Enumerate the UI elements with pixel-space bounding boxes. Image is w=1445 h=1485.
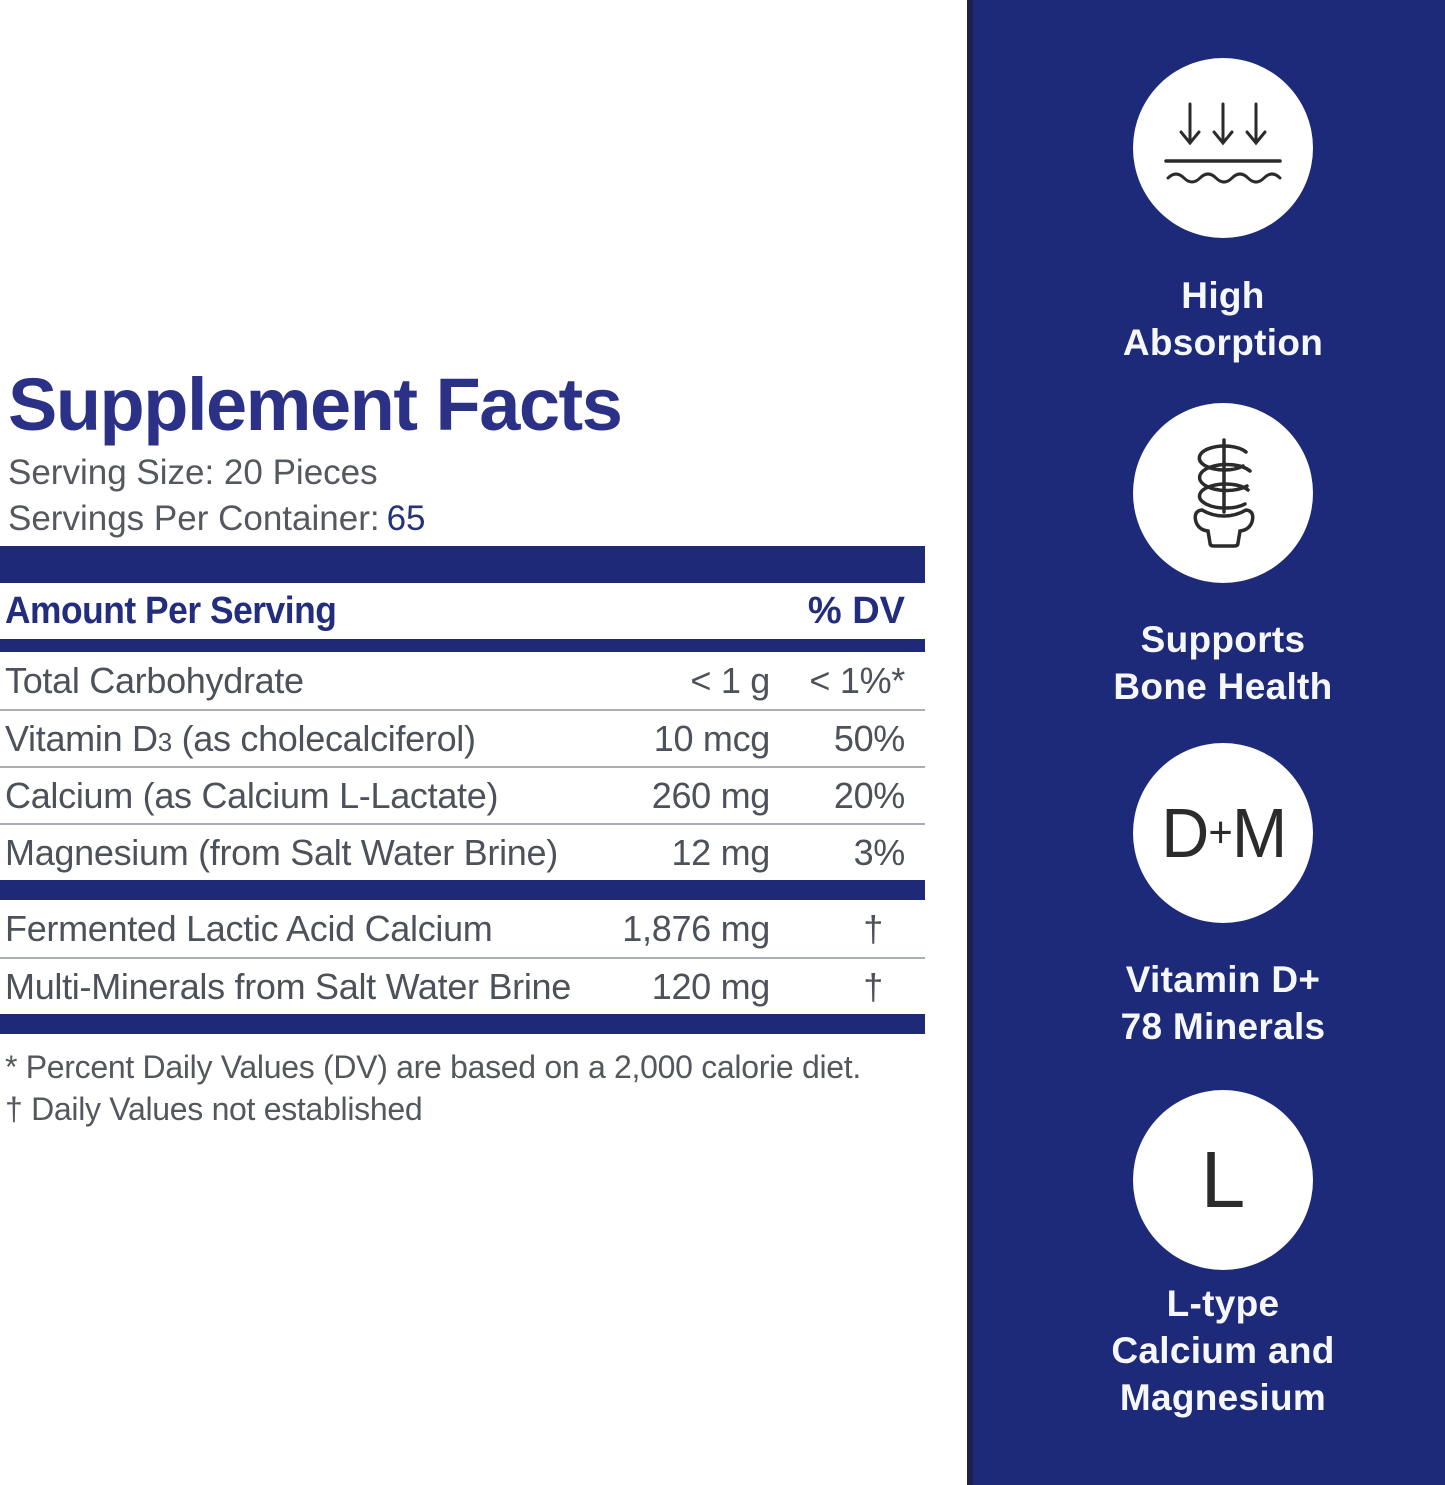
table-row xyxy=(0,823,925,880)
nutrient-amount: 1,876 mg xyxy=(622,907,770,949)
table-top-bar xyxy=(0,546,925,583)
feature-circle-absorption xyxy=(1133,58,1313,238)
feature-label-l-type xyxy=(993,1280,1445,1421)
nutrient-name: Fermented Lactic Acid Calcium xyxy=(5,907,493,949)
table-row xyxy=(0,709,925,766)
feature-circle-l-type xyxy=(1133,1090,1313,1270)
feature-label-line: Absorption xyxy=(1122,322,1324,363)
feature-circle-vitamin-d-minerals xyxy=(1133,743,1313,923)
nutrient-name: Calcium (as Calcium L-Lactate) xyxy=(5,774,499,816)
dm-monogram-icon xyxy=(1161,793,1285,873)
nutrient-dv-dagger: † xyxy=(863,965,883,1007)
servings-per-container-value: 65 xyxy=(386,499,426,538)
nutrient-amount: 120 mg xyxy=(651,965,770,1007)
nutrient-amount: < 1 g xyxy=(690,659,770,701)
feature-label-vitamin-d-minerals xyxy=(993,956,1445,1050)
nutrient-name-post: (as cholecalciferol) xyxy=(171,717,476,759)
amount-per-serving-header: Amount Per Serving xyxy=(5,589,337,632)
nutrient-dv: 3% xyxy=(853,831,905,873)
nutrient-name-subscript: 3 xyxy=(157,726,172,757)
footnotes xyxy=(5,1046,861,1130)
percent-dv-header: % DV xyxy=(807,589,905,632)
feature-circle-bone-health xyxy=(1133,403,1313,583)
nutrient-name-pre: Vitamin D xyxy=(5,717,158,759)
nutrient-dv: 20% xyxy=(833,774,905,816)
feature-sidebar xyxy=(973,0,1445,1485)
servings-per-container-text xyxy=(8,496,426,542)
monogram-plus: + xyxy=(1208,808,1231,857)
feature-label-line: High xyxy=(1181,275,1265,316)
spine-icon xyxy=(1168,430,1278,556)
table-bottom-bar xyxy=(0,1014,925,1034)
page-title: Supplement Facts xyxy=(8,363,622,446)
nutrient-dv: 50% xyxy=(833,717,905,759)
servings-per-container-label: Servings Per Container: xyxy=(8,499,380,538)
nutrient-name: Total Carbohydrate xyxy=(5,659,304,701)
table-row xyxy=(0,900,925,957)
feature-label-absorption xyxy=(993,272,1445,366)
section-divider-bar xyxy=(0,880,925,900)
nutrient-dv: < 1%* xyxy=(809,659,905,701)
serving-info xyxy=(8,450,426,542)
footnote-dagger: † Daily Values not established xyxy=(5,1091,423,1127)
table-header-row xyxy=(0,583,925,639)
feature-label-line: L-type xyxy=(1166,1283,1280,1324)
nutrient-name xyxy=(5,718,595,760)
serving-size-text: Serving Size: 20 Pieces xyxy=(8,453,378,492)
feature-label-bone-health xyxy=(993,616,1445,710)
absorption-arrows-icon xyxy=(1158,98,1288,198)
feature-label-line: Bone Health xyxy=(1113,666,1333,707)
header-divider-bar xyxy=(0,639,925,652)
nutrient-name: Magnesium (from Salt Water Brine) xyxy=(5,831,558,873)
nutrient-name: Multi-Minerals from Salt Water Brine xyxy=(5,965,571,1007)
nutrient-amount: 10 mcg xyxy=(653,717,770,759)
nutrient-dv-dagger: † xyxy=(863,907,883,949)
feature-label-line: Supports xyxy=(1140,619,1306,660)
feature-label-line: Magnesium xyxy=(1119,1377,1327,1418)
nutrient-amount: 12 mg xyxy=(671,831,770,873)
table-row xyxy=(0,766,925,823)
feature-label-line: Calcium and xyxy=(1111,1330,1335,1371)
monogram-d: D xyxy=(1160,794,1208,872)
facts-table xyxy=(0,546,925,1034)
table-row xyxy=(0,652,925,709)
table-row xyxy=(0,957,925,1014)
nutrient-amount: 260 mg xyxy=(651,774,770,816)
footnote-percent-dv: * Percent Daily Values (DV) are based on a 2,000 calorie diet. xyxy=(5,1049,861,1085)
feature-label-line: 78 Minerals xyxy=(1120,1006,1326,1047)
feature-label-line: Vitamin D+ xyxy=(1125,959,1321,1000)
monogram-m: M xyxy=(1231,794,1286,872)
l-monogram-icon: L xyxy=(1200,1135,1246,1224)
